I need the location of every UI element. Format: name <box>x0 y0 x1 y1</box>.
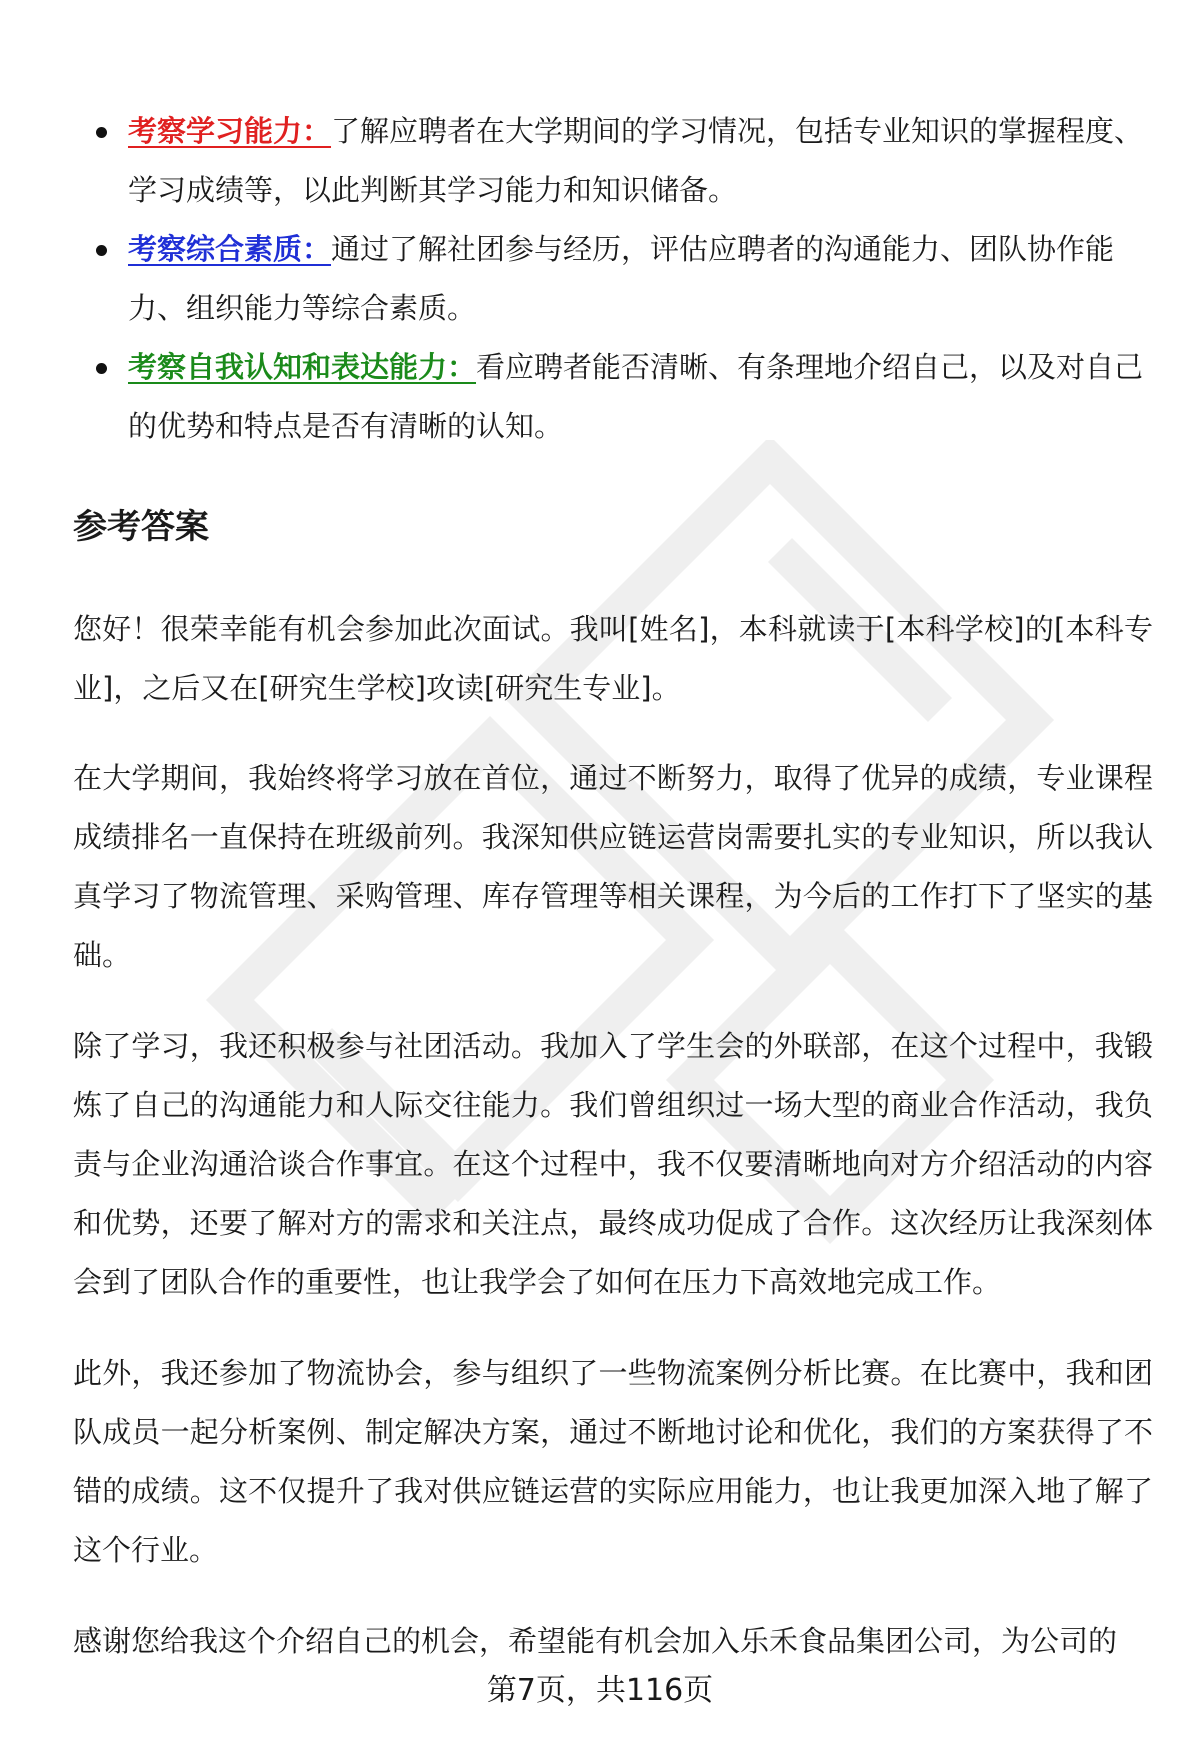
bullet-text: 看应聘者能否清晰、有条理地介绍自己，以及对自己的优势和特点是否有清晰的认知。 <box>128 350 1144 443</box>
answer-paragraph: 在大学期间，我始终将学习放在首位，通过不断努力，取得了优异的成绩，专业课程成绩排名一直保持在班级前列。我深知供应链运营岗需要扎实的专业知识，所以我认真学习了物流管理、采购管理、库存管理等相关课程，为今后的工作打下了坚实的基础。 <box>73 761 1153 972</box>
list-item <box>72 338 1152 456</box>
answer-paragraph: 感谢您给我这个介绍自己的机会，希望能有机会加入乐禾食品集团公司，为公司的 <box>73 1624 1118 1658</box>
bullet-icon <box>96 245 107 256</box>
section-title: 参考答案 <box>73 507 209 547</box>
answer-paragraph: 您好！很荣幸能有机会参加此次面试。我叫[姓名]，本科就读于[本科学校]的[本科专业]，之后又在[研究生学校]攻读[研究生专业]。 <box>73 612 1153 705</box>
answer-paragraph: 除了学习，我还积极参与社团活动。我加入了学生会的外联部，在这个过程中，我锻炼了自己的沟通能力和人际交往能力。我们曾组织过一场大型的商业合作活动，我负责与企业沟通洽谈合作事宜。在这个过程中，我不仅要清晰地向对方介绍活动的内容和优势，还要了解对方的需求和关注点，最终成功促成了合作。这次经历让我深刻体会到了团队合作的重要性，也让我学会了如何在压力下高效地完成工作。 <box>73 1029 1153 1299</box>
bullet-text: 了解应聘者在大学期间的学习情况，包括专业知识的掌握程度、学习成绩等，以此判断其学习能力和知识储备。 <box>128 114 1144 207</box>
list-item <box>72 102 1152 220</box>
bullet-icon <box>96 363 107 374</box>
bullet-keyword: 考察自我认知和表达能力： <box>128 350 477 384</box>
page-number: 第7页，共116页 <box>486 1673 714 1708</box>
list-item <box>72 220 1152 338</box>
evaluation-points-list <box>72 102 1152 456</box>
bullet-icon <box>96 127 107 138</box>
bullet-keyword: 考察综合素质： <box>128 232 332 266</box>
bullet-keyword: 考察学习能力： <box>128 114 332 148</box>
bullet-text: 通过了解社团参与经历，评估应聘者的沟通能力、团队协作能力、组织能力等综合素质。 <box>128 232 1115 325</box>
answer-paragraph: 此外，我还参加了物流协会，参与组织了一些物流案例分析比赛。在比赛中，我和团队成员一起分析案例、制定解决方案，通过不断地讨论和优化，我们的方案获得了不错的成绩。这不仅提升了我对供应链运营的实际应用能力，也让我更加深入地了解了这个行业。 <box>73 1356 1153 1567</box>
